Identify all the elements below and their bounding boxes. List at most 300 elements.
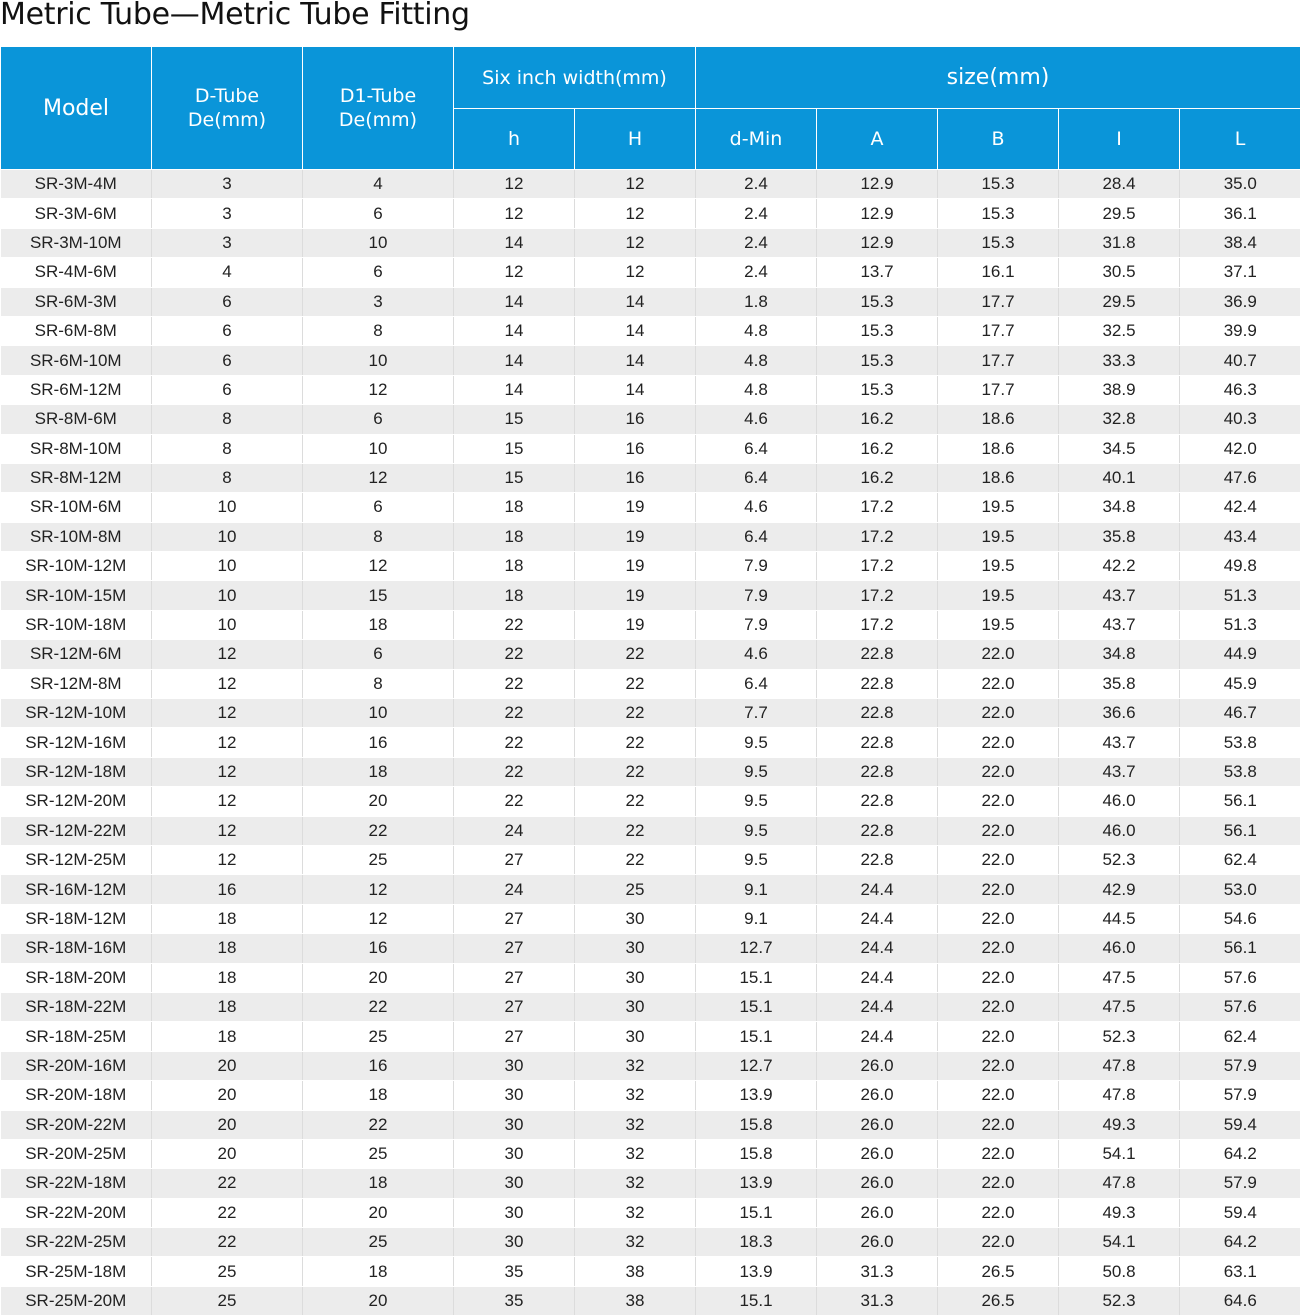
cell-model: SR-18M-16M xyxy=(1,934,152,963)
cell-model: SR-18M-12M xyxy=(1,904,152,933)
cell-b: 17.7 xyxy=(938,375,1059,404)
cell-model: SR-10M-6M xyxy=(1,493,152,522)
header-d-min: d-Min xyxy=(696,109,817,170)
cell-i: 35.8 xyxy=(1059,522,1180,551)
cell-l: 59.4 xyxy=(1180,1198,1300,1227)
cell-d-min: 4.6 xyxy=(696,405,817,434)
table-row xyxy=(1,669,1300,698)
cell-b: 22.0 xyxy=(938,787,1059,816)
table-row xyxy=(1,316,1300,345)
cell-d-min: 4.8 xyxy=(696,346,817,375)
cell-l: 43.4 xyxy=(1180,522,1300,551)
cell-d-min: 9.5 xyxy=(696,757,817,786)
cell-h: 27 xyxy=(454,1022,575,1051)
cell-l: 36.1 xyxy=(1180,199,1300,228)
cell-b: 22.0 xyxy=(938,904,1059,933)
cell-a: 22.8 xyxy=(817,787,938,816)
cell-d-min: 9.5 xyxy=(696,787,817,816)
cell-h: 30 xyxy=(454,1110,575,1139)
cell-H: 30 xyxy=(575,1022,696,1051)
cell-d1-tube: 12 xyxy=(303,552,454,581)
cell-l: 45.9 xyxy=(1180,669,1300,698)
cell-h: 15 xyxy=(454,434,575,463)
cell-d-min: 9.5 xyxy=(696,816,817,845)
cell-model: SR-18M-25M xyxy=(1,1022,152,1051)
header-d1-tube-line2: De(mm) xyxy=(338,109,418,131)
cell-d-min: 13.9 xyxy=(696,1081,817,1110)
cell-a: 31.3 xyxy=(817,1257,938,1286)
cell-d-min: 9.5 xyxy=(696,728,817,757)
cell-h: 14 xyxy=(454,375,575,404)
table-row xyxy=(1,493,1300,522)
cell-i: 42.2 xyxy=(1059,552,1180,581)
cell-h: 30 xyxy=(454,1051,575,1080)
cell-b: 15.3 xyxy=(938,170,1059,199)
table-row xyxy=(1,757,1300,786)
cell-h: 22 xyxy=(454,699,575,728)
cell-i: 49.3 xyxy=(1059,1198,1180,1227)
table-row xyxy=(1,170,1300,199)
cell-H: 19 xyxy=(575,581,696,610)
table-row xyxy=(1,463,1300,492)
cell-i: 43.7 xyxy=(1059,757,1180,786)
header-d-tube xyxy=(152,47,303,170)
cell-b: 22.0 xyxy=(938,992,1059,1021)
cell-b: 22.0 xyxy=(938,640,1059,669)
cell-d-tube: 18 xyxy=(152,963,303,992)
cell-a: 17.2 xyxy=(817,522,938,551)
cell-d1-tube: 8 xyxy=(303,669,454,698)
cell-model: SR-6M-3M xyxy=(1,287,152,316)
cell-l: 51.3 xyxy=(1180,581,1300,610)
cell-model: SR-22M-20M xyxy=(1,1198,152,1227)
cell-d1-tube: 18 xyxy=(303,1257,454,1286)
cell-i: 42.9 xyxy=(1059,875,1180,904)
cell-b: 18.6 xyxy=(938,405,1059,434)
cell-i: 54.1 xyxy=(1059,1139,1180,1168)
cell-b: 19.5 xyxy=(938,493,1059,522)
cell-a: 22.8 xyxy=(817,640,938,669)
cell-d1-tube: 22 xyxy=(303,816,454,845)
cell-d-tube: 18 xyxy=(152,992,303,1021)
cell-H: 30 xyxy=(575,992,696,1021)
cell-H: 30 xyxy=(575,963,696,992)
cell-model: SR-12M-8M xyxy=(1,669,152,698)
cell-d-min: 2.4 xyxy=(696,228,817,257)
cell-h: 12 xyxy=(454,258,575,287)
cell-l: 54.6 xyxy=(1180,904,1300,933)
cell-h: 35 xyxy=(454,1257,575,1286)
cell-d1-tube: 16 xyxy=(303,728,454,757)
cell-d-tube: 10 xyxy=(152,610,303,639)
cell-H: 14 xyxy=(575,346,696,375)
cell-h: 27 xyxy=(454,934,575,963)
cell-d-tube: 16 xyxy=(152,875,303,904)
cell-H: 32 xyxy=(575,1110,696,1139)
cell-a: 24.4 xyxy=(817,934,938,963)
cell-b: 17.7 xyxy=(938,316,1059,345)
cell-H: 16 xyxy=(575,463,696,492)
cell-l: 56.1 xyxy=(1180,787,1300,816)
cell-b: 19.5 xyxy=(938,581,1059,610)
cell-d-tube: 18 xyxy=(152,904,303,933)
cell-H: 14 xyxy=(575,316,696,345)
table-row xyxy=(1,787,1300,816)
cell-d1-tube: 8 xyxy=(303,316,454,345)
cell-b: 22.0 xyxy=(938,1110,1059,1139)
table-row xyxy=(1,405,1300,434)
cell-model: SR-22M-25M xyxy=(1,1228,152,1257)
cell-a: 15.3 xyxy=(817,287,938,316)
table-row xyxy=(1,1228,1300,1257)
cell-l: 57.6 xyxy=(1180,963,1300,992)
cell-d1-tube: 18 xyxy=(303,1169,454,1198)
cell-l: 59.4 xyxy=(1180,1110,1300,1139)
cell-b: 22.0 xyxy=(938,728,1059,757)
cell-a: 16.2 xyxy=(817,434,938,463)
cell-d-min: 7.9 xyxy=(696,581,817,610)
cell-model: SR-6M-12M xyxy=(1,375,152,404)
cell-b: 19.5 xyxy=(938,522,1059,551)
cell-H: 32 xyxy=(575,1169,696,1198)
table-row xyxy=(1,199,1300,228)
cell-a: 12.9 xyxy=(817,228,938,257)
cell-d1-tube: 10 xyxy=(303,346,454,375)
cell-b: 22.0 xyxy=(938,699,1059,728)
cell-H: 16 xyxy=(575,405,696,434)
table-row xyxy=(1,346,1300,375)
cell-d-min: 13.9 xyxy=(696,1169,817,1198)
cell-d-min: 4.6 xyxy=(696,640,817,669)
cell-d-tube: 20 xyxy=(152,1139,303,1168)
cell-h: 27 xyxy=(454,904,575,933)
cell-l: 53.0 xyxy=(1180,875,1300,904)
cell-a: 22.8 xyxy=(817,845,938,874)
cell-H: 22 xyxy=(575,787,696,816)
cell-d-min: 6.4 xyxy=(696,522,817,551)
cell-H: 38 xyxy=(575,1286,696,1315)
cell-i: 49.3 xyxy=(1059,1110,1180,1139)
cell-d-tube: 8 xyxy=(152,463,303,492)
cell-a: 22.8 xyxy=(817,816,938,845)
cell-H: 22 xyxy=(575,640,696,669)
cell-H: 32 xyxy=(575,1081,696,1110)
cell-H: 12 xyxy=(575,258,696,287)
table-row xyxy=(1,581,1300,610)
cell-d-min: 4.6 xyxy=(696,493,817,522)
cell-d-min: 15.1 xyxy=(696,1022,817,1051)
cell-d-min: 9.1 xyxy=(696,904,817,933)
cell-a: 24.4 xyxy=(817,1022,938,1051)
cell-l: 64.2 xyxy=(1180,1139,1300,1168)
cell-d-tube: 10 xyxy=(152,552,303,581)
cell-d-min: 2.4 xyxy=(696,170,817,199)
cell-i: 29.5 xyxy=(1059,199,1180,228)
cell-d-tube: 20 xyxy=(152,1081,303,1110)
cell-i: 52.3 xyxy=(1059,1022,1180,1051)
cell-i: 44.5 xyxy=(1059,904,1180,933)
cell-i: 36.6 xyxy=(1059,699,1180,728)
table-row xyxy=(1,610,1300,639)
table-row xyxy=(1,1169,1300,1198)
cell-model: SR-25M-20M xyxy=(1,1286,152,1315)
cell-d-tube: 6 xyxy=(152,375,303,404)
table-row xyxy=(1,287,1300,316)
cell-h: 24 xyxy=(454,816,575,845)
cell-H: 19 xyxy=(575,552,696,581)
cell-d-min: 4.8 xyxy=(696,375,817,404)
cell-a: 26.0 xyxy=(817,1051,938,1080)
table-row xyxy=(1,845,1300,874)
cell-d-tube: 6 xyxy=(152,287,303,316)
cell-d1-tube: 18 xyxy=(303,757,454,786)
cell-h: 14 xyxy=(454,316,575,345)
cell-b: 26.5 xyxy=(938,1286,1059,1315)
cell-h: 14 xyxy=(454,287,575,316)
cell-d-min: 18.3 xyxy=(696,1228,817,1257)
table-row xyxy=(1,992,1300,1021)
cell-h: 18 xyxy=(454,552,575,581)
cell-d-tube: 20 xyxy=(152,1110,303,1139)
cell-d-tube: 12 xyxy=(152,699,303,728)
cell-h: 35 xyxy=(454,1286,575,1315)
cell-H: 22 xyxy=(575,816,696,845)
cell-model: SR-12M-18M xyxy=(1,757,152,786)
cell-d-tube: 12 xyxy=(152,787,303,816)
cell-d1-tube: 3 xyxy=(303,287,454,316)
cell-h: 30 xyxy=(454,1081,575,1110)
cell-l: 39.9 xyxy=(1180,316,1300,345)
cell-l: 62.4 xyxy=(1180,1022,1300,1051)
cell-i: 43.7 xyxy=(1059,728,1180,757)
table-row xyxy=(1,816,1300,845)
cell-b: 22.0 xyxy=(938,669,1059,698)
cell-model: SR-12M-16M xyxy=(1,728,152,757)
cell-d1-tube: 10 xyxy=(303,699,454,728)
cell-b: 22.0 xyxy=(938,816,1059,845)
cell-d1-tube: 16 xyxy=(303,934,454,963)
cell-b: 15.3 xyxy=(938,199,1059,228)
cell-b: 22.0 xyxy=(938,1169,1059,1198)
cell-d-min: 15.8 xyxy=(696,1139,817,1168)
cell-i: 47.8 xyxy=(1059,1169,1180,1198)
cell-a: 22.8 xyxy=(817,757,938,786)
cell-l: 40.7 xyxy=(1180,346,1300,375)
header-i: I xyxy=(1059,109,1180,170)
cell-d1-tube: 16 xyxy=(303,1051,454,1080)
cell-i: 35.8 xyxy=(1059,669,1180,698)
cell-a: 17.2 xyxy=(817,552,938,581)
cell-H: 19 xyxy=(575,522,696,551)
cell-l: 37.1 xyxy=(1180,258,1300,287)
cell-d1-tube: 12 xyxy=(303,875,454,904)
table-row xyxy=(1,934,1300,963)
cell-l: 35.0 xyxy=(1180,170,1300,199)
cell-model: SR-6M-8M xyxy=(1,316,152,345)
table-row xyxy=(1,1022,1300,1051)
cell-d-min: 6.4 xyxy=(696,463,817,492)
cell-i: 52.3 xyxy=(1059,1286,1180,1315)
cell-model: SR-12M-25M xyxy=(1,845,152,874)
cell-b: 19.5 xyxy=(938,610,1059,639)
cell-a: 26.0 xyxy=(817,1139,938,1168)
cell-l: 57.6 xyxy=(1180,992,1300,1021)
cell-d-tube: 22 xyxy=(152,1228,303,1257)
cell-a: 22.8 xyxy=(817,728,938,757)
cell-d-min: 1.8 xyxy=(696,287,817,316)
cell-b: 15.3 xyxy=(938,228,1059,257)
cell-l: 44.9 xyxy=(1180,640,1300,669)
cell-d-tube: 12 xyxy=(152,669,303,698)
page-title: Metric Tube—Metric Tube Fitting xyxy=(0,0,470,32)
table-row xyxy=(1,1110,1300,1139)
cell-H: 22 xyxy=(575,757,696,786)
cell-model: SR-20M-16M xyxy=(1,1051,152,1080)
cell-b: 22.0 xyxy=(938,845,1059,874)
header-d-tube-line2: De(mm) xyxy=(187,109,267,131)
cell-model: SR-16M-12M xyxy=(1,875,152,904)
cell-model: SR-8M-10M xyxy=(1,434,152,463)
cell-h: 27 xyxy=(454,992,575,1021)
cell-model: SR-6M-10M xyxy=(1,346,152,375)
cell-d-tube: 10 xyxy=(152,493,303,522)
cell-l: 42.0 xyxy=(1180,434,1300,463)
table-row xyxy=(1,1051,1300,1080)
cell-a: 17.2 xyxy=(817,581,938,610)
cell-i: 47.5 xyxy=(1059,992,1180,1021)
table-row xyxy=(1,258,1300,287)
cell-i: 29.5 xyxy=(1059,287,1180,316)
cell-model: SR-22M-18M xyxy=(1,1169,152,1198)
cell-h: 22 xyxy=(454,757,575,786)
cell-a: 24.4 xyxy=(817,963,938,992)
cell-i: 40.1 xyxy=(1059,463,1180,492)
cell-d-min: 9.5 xyxy=(696,845,817,874)
header-h-upper: H xyxy=(575,109,696,170)
cell-i: 32.8 xyxy=(1059,405,1180,434)
cell-d-min: 2.4 xyxy=(696,258,817,287)
cell-b: 19.5 xyxy=(938,552,1059,581)
cell-l: 62.4 xyxy=(1180,845,1300,874)
header-model: Model xyxy=(1,47,152,170)
cell-h: 15 xyxy=(454,405,575,434)
cell-l: 51.3 xyxy=(1180,610,1300,639)
cell-l: 53.8 xyxy=(1180,728,1300,757)
cell-model: SR-20M-22M xyxy=(1,1110,152,1139)
cell-d-min: 9.1 xyxy=(696,875,817,904)
cell-d-tube: 18 xyxy=(152,1022,303,1051)
cell-h: 18 xyxy=(454,522,575,551)
cell-d-min: 15.8 xyxy=(696,1110,817,1139)
cell-d-tube: 12 xyxy=(152,816,303,845)
cell-model: SR-10M-18M xyxy=(1,610,152,639)
cell-i: 28.4 xyxy=(1059,170,1180,199)
cell-H: 12 xyxy=(575,170,696,199)
cell-a: 24.4 xyxy=(817,904,938,933)
cell-l: 63.1 xyxy=(1180,1257,1300,1286)
cell-d-tube: 6 xyxy=(152,346,303,375)
cell-d1-tube: 25 xyxy=(303,1139,454,1168)
cell-model: SR-3M-6M xyxy=(1,199,152,228)
cell-model: SR-3M-10M xyxy=(1,228,152,257)
cell-d1-tube: 6 xyxy=(303,493,454,522)
table-row xyxy=(1,375,1300,404)
cell-a: 15.3 xyxy=(817,346,938,375)
cell-i: 43.7 xyxy=(1059,581,1180,610)
table-row xyxy=(1,1081,1300,1110)
table-row xyxy=(1,963,1300,992)
cell-i: 38.9 xyxy=(1059,375,1180,404)
cell-i: 33.3 xyxy=(1059,346,1180,375)
cell-h: 18 xyxy=(454,493,575,522)
cell-d-tube: 12 xyxy=(152,845,303,874)
cell-d-tube: 10 xyxy=(152,522,303,551)
cell-model: SR-20M-18M xyxy=(1,1081,152,1110)
cell-h: 22 xyxy=(454,610,575,639)
cell-H: 19 xyxy=(575,610,696,639)
cell-i: 30.5 xyxy=(1059,258,1180,287)
table-row xyxy=(1,552,1300,581)
cell-i: 46.0 xyxy=(1059,934,1180,963)
cell-i: 34.8 xyxy=(1059,493,1180,522)
cell-model: SR-18M-20M xyxy=(1,963,152,992)
cell-model: SR-20M-25M xyxy=(1,1139,152,1168)
table-row xyxy=(1,904,1300,933)
cell-d-min: 6.4 xyxy=(696,434,817,463)
cell-d-min: 4.8 xyxy=(696,316,817,345)
cell-b: 16.1 xyxy=(938,258,1059,287)
cell-H: 22 xyxy=(575,845,696,874)
cell-h: 24 xyxy=(454,875,575,904)
fitting-spec-table xyxy=(0,46,1300,1316)
cell-a: 26.0 xyxy=(817,1081,938,1110)
cell-i: 47.5 xyxy=(1059,963,1180,992)
cell-d-tube: 12 xyxy=(152,757,303,786)
cell-H: 19 xyxy=(575,493,696,522)
table-row xyxy=(1,640,1300,669)
cell-i: 34.5 xyxy=(1059,434,1180,463)
cell-H: 32 xyxy=(575,1198,696,1227)
cell-a: 31.3 xyxy=(817,1286,938,1315)
cell-d-tube: 3 xyxy=(152,170,303,199)
cell-H: 32 xyxy=(575,1139,696,1168)
cell-a: 15.3 xyxy=(817,316,938,345)
cell-l: 38.4 xyxy=(1180,228,1300,257)
cell-d-tube: 22 xyxy=(152,1169,303,1198)
cell-d1-tube: 25 xyxy=(303,845,454,874)
cell-h: 18 xyxy=(454,581,575,610)
cell-model: SR-25M-18M xyxy=(1,1257,152,1286)
cell-b: 17.7 xyxy=(938,287,1059,316)
cell-model: SR-3M-4M xyxy=(1,170,152,199)
cell-model: SR-12M-6M xyxy=(1,640,152,669)
cell-a: 16.2 xyxy=(817,463,938,492)
table-row xyxy=(1,1198,1300,1227)
cell-l: 40.3 xyxy=(1180,405,1300,434)
cell-b: 18.6 xyxy=(938,434,1059,463)
cell-b: 22.0 xyxy=(938,757,1059,786)
cell-l: 49.8 xyxy=(1180,552,1300,581)
cell-d-min: 6.4 xyxy=(696,669,817,698)
cell-d-min: 15.1 xyxy=(696,992,817,1021)
cell-d-tube: 3 xyxy=(152,199,303,228)
cell-l: 47.6 xyxy=(1180,463,1300,492)
cell-l: 36.9 xyxy=(1180,287,1300,316)
table-row xyxy=(1,1257,1300,1286)
cell-h: 27 xyxy=(454,963,575,992)
cell-b: 22.0 xyxy=(938,934,1059,963)
cell-H: 16 xyxy=(575,434,696,463)
